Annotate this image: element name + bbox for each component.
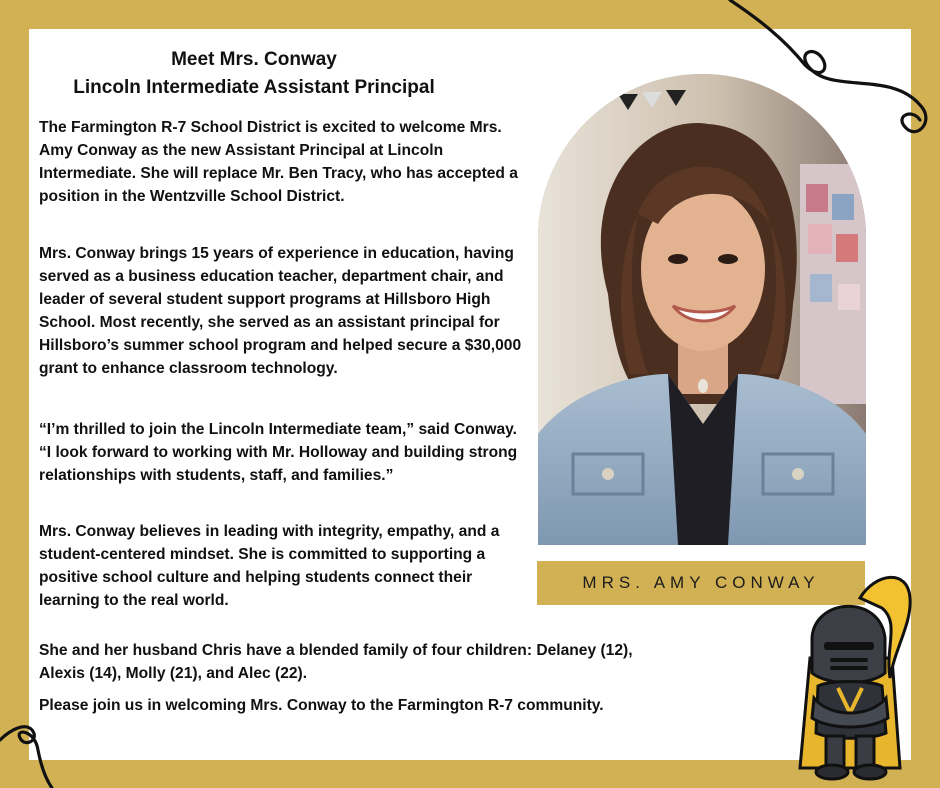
paragraph-welcome: Please join us in welcoming Mrs. Conway to the Farmington R-7 community. (39, 697, 604, 714)
knight-mascot-icon (790, 568, 914, 782)
title-line-2: Lincoln Intermediate Assistant Principal (73, 77, 435, 98)
portrait-photo (538, 74, 866, 545)
title-line-1: Meet Mrs. Conway (171, 49, 337, 70)
paragraph-experience: Mrs. Conway brings 15 years of experience in education, having served as a business education teacher, department chair, and leader of several student support programs at Hillsboro High School. Most recently, she served as an assistant principal for Hillsboro’s summer school program and helped secure a $30,000 grant to enhance classroom technology. (39, 245, 522, 377)
paragraph-family: She and her husband Chris have a blended family of four children: Delaney (12), Alexis (14), Molly (21), and Alec (22). (39, 642, 633, 682)
paragraph-beliefs: Mrs. Conway believes in leading with integrity, empathy, and a student-centered mindset. She is committed to supporting a positive school culture and helping students connect their learning to the real world. (39, 523, 500, 609)
paragraph-intro: The Farmington R-7 School District is excited to welcome Mrs. Amy Conway as the new Assistant Principal at Lincoln Intermediate. She will replace Mr. Ben Tracy, who has accepted a position in the Wentzville School District. (39, 119, 518, 205)
paragraph-quote: “I’m thrilled to join the Lincoln Intermediate team,” said Conway. “I look forward to working with Mr. Holloway and building strong relationships with students, staff, and families.” (39, 421, 518, 484)
page-title (34, 46, 474, 102)
name-plate: MRS. AMY CONWAY (537, 561, 865, 605)
